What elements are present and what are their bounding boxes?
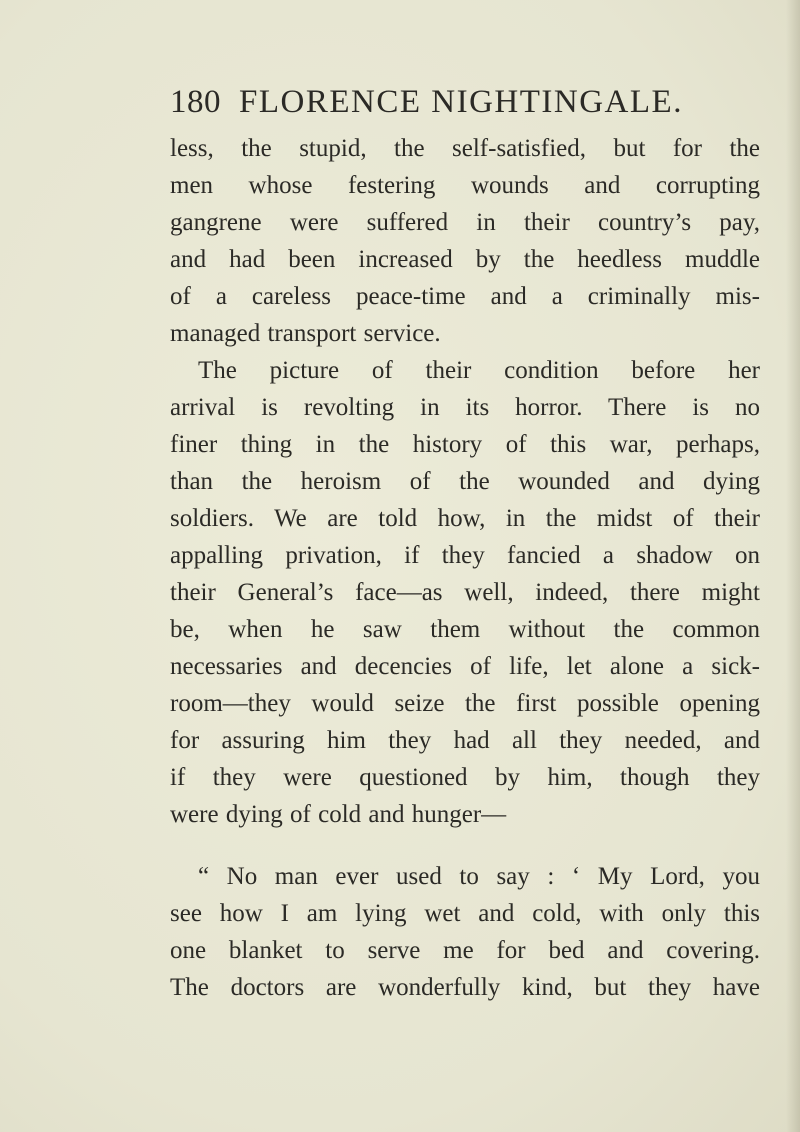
text-line: appalling privation, if they fancied a shadow on bbox=[170, 542, 760, 569]
page-number: 180 bbox=[170, 84, 221, 120]
body-text bbox=[170, 130, 760, 1006]
text-line: soldiers. We are told how, in the midst of their bbox=[170, 505, 760, 532]
text-line: were dying of cold and hunger— bbox=[170, 801, 507, 828]
text-line: finer thing in the history of this war, perhaps, bbox=[170, 431, 760, 458]
text-line: The picture of their condition before her bbox=[198, 357, 760, 384]
running-head bbox=[170, 80, 730, 124]
text-line: be, when he saw them without the common bbox=[170, 616, 760, 643]
text-line: managed transport service. bbox=[170, 320, 441, 347]
text-line: of a careless peace-time and a criminally mis- bbox=[170, 283, 760, 310]
text-line: gangrene were suffered in their country’s pay, bbox=[170, 209, 760, 236]
text-line: than the heroism of the wounded and dying bbox=[170, 468, 760, 495]
running-title: FLORENCE NIGHTINGALE. bbox=[239, 84, 683, 120]
text-line: and had been increased by the heedless muddle bbox=[170, 246, 760, 273]
text-line: arrival is revolting in its horror. There is no bbox=[170, 394, 760, 421]
quote-line: “ No man ever used to say : ‘ My Lord, you bbox=[198, 863, 760, 890]
quote-line: one blanket to serve me for bed and covering. bbox=[170, 937, 760, 964]
quote-line: The doctors are wonderfully kind, but they have bbox=[170, 974, 760, 1001]
text-line: their General’s face—as well, indeed, there might bbox=[170, 579, 760, 606]
paragraph-gap bbox=[170, 833, 760, 858]
text-line: necessaries and decencies of life, let alone a sick- bbox=[170, 653, 760, 680]
page-edge-shadow bbox=[786, 0, 800, 1132]
text-line: if they were questioned by him, though they bbox=[170, 764, 760, 791]
text-line: men whose festering wounds and corrupting bbox=[170, 172, 760, 199]
text-line: less, the stupid, the self-satisfied, but for the bbox=[170, 135, 760, 162]
text-line: for assuring him they had all they needed, and bbox=[170, 727, 760, 754]
text-line: room—they would seize the first possible opening bbox=[170, 690, 760, 717]
quote-line: see how I am lying wet and cold, with only this bbox=[170, 900, 760, 927]
